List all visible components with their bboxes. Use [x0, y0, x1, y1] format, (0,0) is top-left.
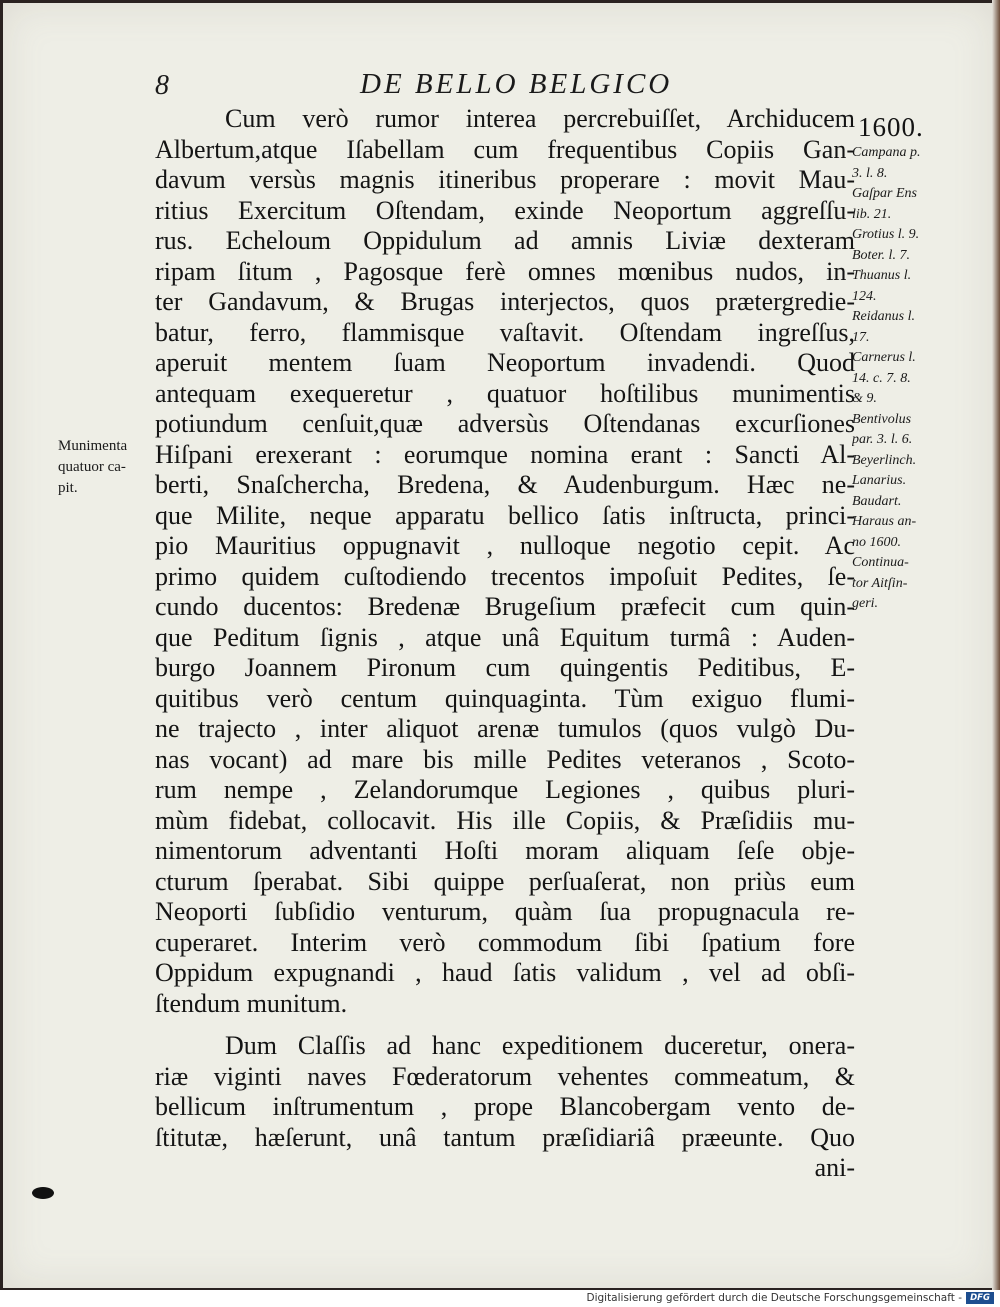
text-line: ne trajecto , inter aliquot arenæ tumulos (quos vulgò Du- — [155, 714, 855, 743]
text-line: rus. Echeloum Oppidulum ad amnis Liviæ dexteram — [155, 226, 855, 255]
text-line: nimentorum adventanti Hoſti moram aliquam ſeſe obje- — [155, 836, 855, 865]
text-line: ſtendum munitum. — [155, 988, 348, 1018]
text-line: potiundum cenſuit,quæ adversùs Oſtendanas excurſiones — [155, 409, 855, 438]
text-line: cuperaret. Interim verò commodum ſibi ſpatium fore — [155, 927, 855, 957]
text-line: Neoporti ſubſidio venturum, quàm ſua propugnacula re- — [155, 897, 855, 926]
margin-note-line: Munimenta — [58, 438, 128, 454]
ink-blot — [32, 1187, 54, 1199]
text-line: ſtitutæ, hæſerunt, unâ tantum præſidiariâ præeunte. Quo — [155, 1122, 855, 1152]
right-margin-notes — [852, 143, 962, 615]
margin-note-line: quatuor ca- — [58, 459, 126, 475]
margin-note-line: Reidanus l. — [852, 309, 915, 324]
text-line: Oppidum expugnandi , haud ſatis validum , vel ad obſi- — [155, 958, 855, 987]
catchword: ani- — [814, 1153, 855, 1182]
margin-note-line: Lanarius. — [852, 473, 907, 488]
text-line: ritius Exercitum Oſtendam, exinde Neoportum aggreſſu- — [155, 195, 855, 225]
margin-note-line: 17. — [852, 329, 870, 345]
margin-note-line: Thuanus l. — [852, 268, 912, 283]
text-line: primo quidem cuſtodiendo trecentos impoſuit Pedites, ſe- — [155, 561, 855, 591]
text-line: nas vocant) ad mare bis mille Pedites veteranos , Scoto- — [155, 744, 855, 774]
margin-note-line: Gaſpar Ens — [852, 186, 917, 201]
text-line: que Peditum ſignis , atque unâ Equitum turmâ : Auden- — [155, 622, 855, 652]
text-line: batur, ferro, flammisque vaſtavit. Oſtendam ingreſſus, — [155, 317, 855, 347]
margin-note-line: Boter. l. 7. — [852, 247, 910, 263]
text-line: Cum verò rumor interea percrebuiſſet, Archiducem — [225, 104, 855, 133]
text-line: ripam ſitum , Pagosque ferè omnes mœnibus nudos, in- — [155, 256, 855, 286]
text-line: quitibus verò centum quinquaginta. Tùm exiguo flumi- — [155, 683, 855, 713]
running-head: DE BELLO BELGICO — [360, 68, 673, 100]
margin-note-line: Baudart. — [852, 493, 902, 509]
margin-note-line: lib. 21. — [852, 206, 892, 222]
margin-note-line: Campana p. — [852, 145, 921, 160]
funding-credit: Digitalisierung gefördert durch die Deutsche Forschungsgemeinschaft - — [586, 1292, 962, 1304]
page-header — [155, 68, 855, 106]
text-line: mùm fidebat, collocavit. His ille Copiis, & Præſidiis mu- — [155, 805, 855, 835]
year-margin-note: 1600. — [858, 112, 924, 142]
text-line: que Milite, neque apparatu bellico ſatis inſtructa, princi- — [155, 500, 855, 530]
margin-note-line: & 9. — [852, 391, 877, 406]
text-line: davum versùs magnis itineribus properare : movit Mau- — [155, 165, 855, 194]
margin-note-line: Haraus an- — [852, 514, 917, 529]
left-margin-note — [58, 436, 158, 499]
dfg-logo-icon: DFG — [966, 1292, 994, 1304]
text-line: cturum ſperabat. Sibi quippe perſuaſerat, non priùs eum — [155, 866, 855, 896]
margin-note-line: 124. — [852, 288, 877, 304]
margin-note-line: par. 3. l. 6. — [852, 432, 913, 447]
text-line: pio Mauritius oppugnavit , nulloque negotio cepit. Ac — [155, 531, 855, 560]
footer-bar — [0, 1290, 1000, 1307]
page-edge — [992, 0, 1000, 1290]
margin-note-line: Grotius l. 9. — [852, 227, 920, 242]
margin-note-line: geri. — [852, 596, 879, 611]
text-line: aperuit mentem ſuam Neoportum invadendi. Quod — [155, 348, 855, 377]
text-line: antequam exequeretur , quatuor hoſtilibus munimentis — [155, 378, 855, 408]
margin-note-line: 3. l. 8. — [852, 165, 888, 181]
text-line: berti, Snaſchercha, Bredena, & Audenburgum. Hæc ne- — [155, 470, 855, 499]
body-text — [155, 104, 855, 1184]
text-line: riæ viginti naves Fœderatorum vehentes commeatum, & — [155, 1061, 855, 1091]
margin-note-line: Bentivolus — [852, 411, 912, 427]
text-line: bellicum inſtrumentum , prope Blancobergam vento de- — [155, 1092, 855, 1121]
margin-note-line: Carnerus l. — [852, 350, 916, 365]
text-line: rum nempe , Zelandorumque Legiones , quibus pluri- — [155, 775, 855, 804]
margin-note-line: Beyerlinch. — [852, 452, 917, 468]
text-line: Hiſpani erexerant : eorumque nomina erant : Sancti Al- — [155, 439, 855, 469]
margin-note-line: pit. — [58, 480, 78, 496]
margin-note-line: 14. c. 7. 8. — [852, 370, 911, 386]
margin-note-line: Continua- — [852, 555, 909, 570]
page-number: 8 — [155, 70, 169, 101]
margin-note-line: no 1600. — [852, 534, 901, 550]
text-line: Dum Claſſis ad hanc expeditionem duceretur, onera- — [225, 1031, 855, 1060]
margin-note-line: tor Aitſin- — [852, 575, 908, 591]
text-line: cundo ducentos: Bredenæ Brugeſium præfecit cum quin- — [155, 592, 855, 621]
text-line: Albertum,atque Iſabellam cum frequentibus Copiis Gan- — [155, 134, 855, 164]
text-line: ter Gandavum, & Brugas interjectos, quos prætergredie- — [155, 287, 855, 316]
text-line: burgo Joannem Pironum cum quingentis Peditibus, E- — [155, 653, 855, 682]
